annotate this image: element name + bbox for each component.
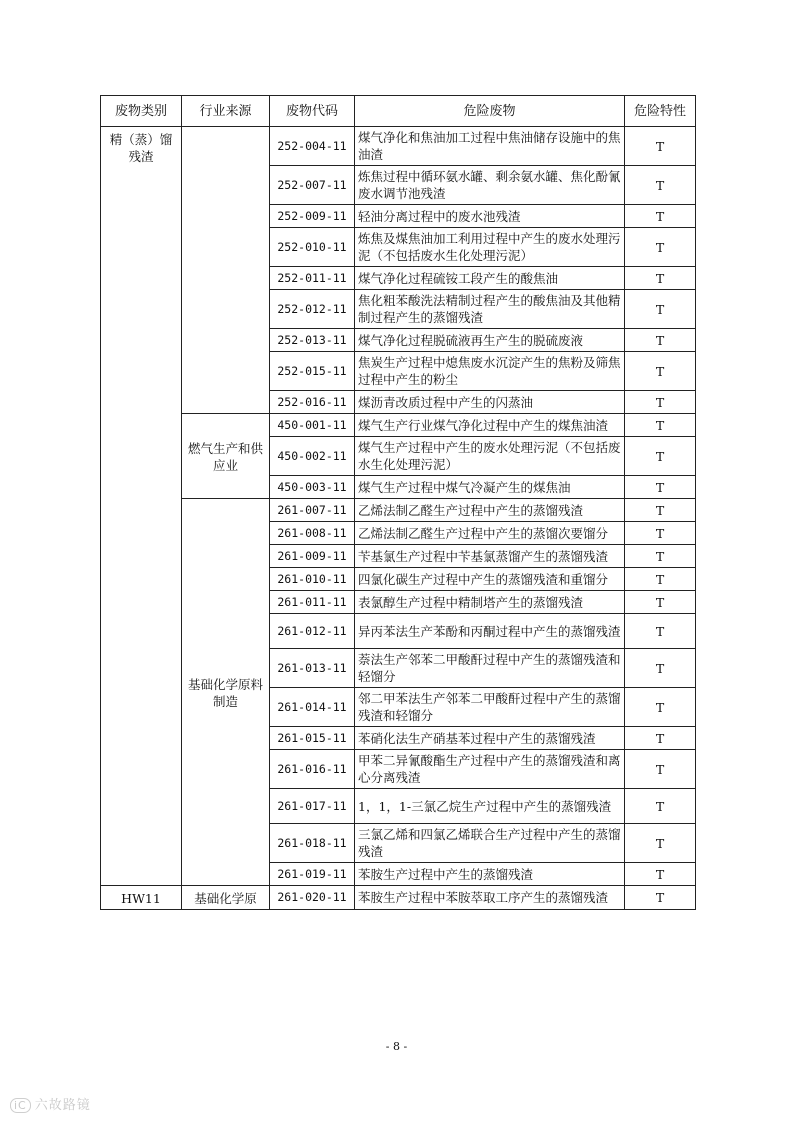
hazard-property-cell: T — [625, 688, 696, 727]
industry-source-cell — [182, 127, 270, 414]
waste-code-cell: 252-016-11 — [270, 391, 355, 414]
header-waste-category: 废物类别 — [101, 96, 182, 127]
table-row — [101, 886, 696, 910]
waste-description-cell: 煤气生产过程中产生的废水处理污泥（不包括废水生化处理污泥） — [355, 437, 625, 476]
waste-code-cell: 261-020-11 — [270, 886, 355, 910]
waste-code-cell: 450-001-11 — [270, 414, 355, 437]
hazard-property-cell: T — [625, 649, 696, 688]
waste-description-cell: 煤气净化过程脱硫液再生产生的脱硫废液 — [355, 329, 625, 352]
hazardous-waste-table — [100, 95, 696, 910]
hazard-property-cell: T — [625, 205, 696, 228]
hazard-property-cell: T — [625, 545, 696, 568]
waste-description-cell: 1，1，1-三氯乙烷生产过程中产生的蒸馏残渣 — [355, 789, 625, 824]
industry-source-cell: 燃气生产和供应业 — [182, 414, 270, 499]
watermark-logo-icon: iC — [10, 1098, 31, 1113]
hazard-property-cell: T — [625, 750, 696, 789]
hazard-property-cell: T — [625, 166, 696, 205]
table-header-row — [101, 96, 696, 127]
hazard-property-cell: T — [625, 727, 696, 750]
waste-description-cell: 煤沥青改质过程中产生的闪蒸油 — [355, 391, 625, 414]
hazard-property-cell: T — [625, 522, 696, 545]
table-row — [101, 414, 696, 437]
waste-description-cell: 萘法生产邻苯二甲酸酐过程中产生的蒸馏残渣和轻馏分 — [355, 649, 625, 688]
waste-code-cell: 261-007-11 — [270, 499, 355, 522]
waste-code-cell: 261-016-11 — [270, 750, 355, 789]
waste-description-cell: 异丙苯法生产苯酚和丙酮过程中产生的蒸馏残渣 — [355, 614, 625, 649]
hazard-property-cell: T — [625, 228, 696, 267]
hazard-property-cell: T — [625, 499, 696, 522]
waste-description-cell: 苄基氯生产过程中苄基氯蒸馏产生的蒸馏残渣 — [355, 545, 625, 568]
hazard-property-cell: T — [625, 391, 696, 414]
waste-description-cell: 苯硝化法生产硝基苯过程中产生的蒸馏残渣 — [355, 727, 625, 750]
waste-description-cell: 表氯醇生产过程中精制塔产生的蒸馏残渣 — [355, 591, 625, 614]
waste-description-cell: 炼焦过程中循环氨水罐、剩余氨水罐、焦化酚氰废水调节池残渣 — [355, 166, 625, 205]
table-row — [101, 127, 696, 166]
waste-category-cell: 精（蒸）馏残渣 — [101, 127, 182, 886]
hazard-property-cell: T — [625, 267, 696, 290]
waste-code-cell: 252-011-11 — [270, 267, 355, 290]
industry-source-cell: 基础化学原 — [182, 886, 270, 910]
header-waste-code: 废物代码 — [270, 96, 355, 127]
waste-description-cell: 三氯乙烯和四氯乙烯联合生产过程中产生的蒸馏残渣 — [355, 824, 625, 863]
hazard-property-cell: T — [625, 824, 696, 863]
waste-description-cell: 煤气净化和焦油加工过程中焦油储存设施中的焦油渣 — [355, 127, 625, 166]
hazard-property-cell: T — [625, 352, 696, 391]
hazard-property-cell: T — [625, 127, 696, 166]
waste-description-cell: 苯胺生产过程中苯胺萃取工序产生的蒸馏残渣 — [355, 886, 625, 910]
waste-code-cell: 261-019-11 — [270, 863, 355, 886]
waste-description-cell: 甲苯二异氰酸酯生产过程中产生的蒸馏残渣和离心分离残渣 — [355, 750, 625, 789]
table-row — [101, 499, 696, 522]
waste-code-cell: 450-002-11 — [270, 437, 355, 476]
watermark — [10, 1094, 91, 1113]
waste-code-cell: 261-008-11 — [270, 522, 355, 545]
waste-code-cell: 261-013-11 — [270, 649, 355, 688]
header-industry-source: 行业来源 — [182, 96, 270, 127]
waste-description-cell: 轻油分离过程中的废水池残渣 — [355, 205, 625, 228]
waste-description-cell: 苯胺生产过程中产生的蒸馏残渣 — [355, 863, 625, 886]
hazard-property-cell: T — [625, 789, 696, 824]
waste-code-cell: 261-012-11 — [270, 614, 355, 649]
hazard-property-cell: T — [625, 568, 696, 591]
waste-code-cell: 252-004-11 — [270, 127, 355, 166]
hazard-property-cell: T — [625, 614, 696, 649]
waste-description-cell: 焦化粗苯酸洗法精制过程产生的酸焦油及其他精制过程产生的蒸馏残渣 — [355, 290, 625, 329]
hazard-property-cell: T — [625, 290, 696, 329]
hazard-property-cell: T — [625, 591, 696, 614]
waste-description-cell: 煤气生产行业煤气净化过程中产生的煤焦油渣 — [355, 414, 625, 437]
waste-description-cell: 乙烯法制乙醛生产过程中产生的蒸馏次要馏分 — [355, 522, 625, 545]
waste-description-cell: 焦炭生产过程中熄焦废水沉淀产生的焦粉及筛焦过程中产生的粉尘 — [355, 352, 625, 391]
waste-code-cell: 252-013-11 — [270, 329, 355, 352]
waste-code-cell: 261-018-11 — [270, 824, 355, 863]
waste-code-cell: 252-012-11 — [270, 290, 355, 329]
waste-code-cell: 261-010-11 — [270, 568, 355, 591]
waste-description-cell: 邻二甲苯法生产邻苯二甲酸酐过程中产生的蒸馏残渣和轻馏分 — [355, 688, 625, 727]
hazard-property-cell: T — [625, 863, 696, 886]
hazard-property-cell: T — [625, 437, 696, 476]
waste-code-cell: 261-011-11 — [270, 591, 355, 614]
hazard-property-cell: T — [625, 476, 696, 499]
table-body — [101, 127, 696, 910]
industry-source-cell: 基础化学原料制造 — [182, 499, 270, 886]
waste-code-cell: 261-009-11 — [270, 545, 355, 568]
watermark-text: 六故路镜 — [34, 1098, 91, 1113]
waste-code-cell: 261-014-11 — [270, 688, 355, 727]
hazard-property-cell: T — [625, 414, 696, 437]
waste-category-cell: HW11 — [101, 886, 182, 910]
header-hazard-property: 危险特性 — [625, 96, 696, 127]
header-hazardous-waste: 危险废物 — [355, 96, 625, 127]
waste-description-cell: 煤气净化过程硫铵工段产生的酸焦油 — [355, 267, 625, 290]
waste-code-cell: 252-015-11 — [270, 352, 355, 391]
waste-description-cell: 炼焦及煤焦油加工利用过程中产生的废水处理污泥（不包括废水生化处理污泥） — [355, 228, 625, 267]
waste-code-cell: 252-010-11 — [270, 228, 355, 267]
waste-code-cell: 261-015-11 — [270, 727, 355, 750]
waste-code-cell: 252-007-11 — [270, 166, 355, 205]
waste-description-cell: 四氯化碳生产过程中产生的蒸馏残渣和重馏分 — [355, 568, 625, 591]
hazard-property-cell: T — [625, 329, 696, 352]
waste-code-cell: 261-017-11 — [270, 789, 355, 824]
waste-description-cell: 煤气生产过程中煤气冷凝产生的煤焦油 — [355, 476, 625, 499]
waste-code-cell: 252-009-11 — [270, 205, 355, 228]
waste-description-cell: 乙烯法制乙醛生产过程中产生的蒸馏残渣 — [355, 499, 625, 522]
waste-code-cell: 450-003-11 — [270, 476, 355, 499]
page-number: - 8 - — [385, 1040, 408, 1053]
hazard-property-cell: T — [625, 886, 696, 910]
